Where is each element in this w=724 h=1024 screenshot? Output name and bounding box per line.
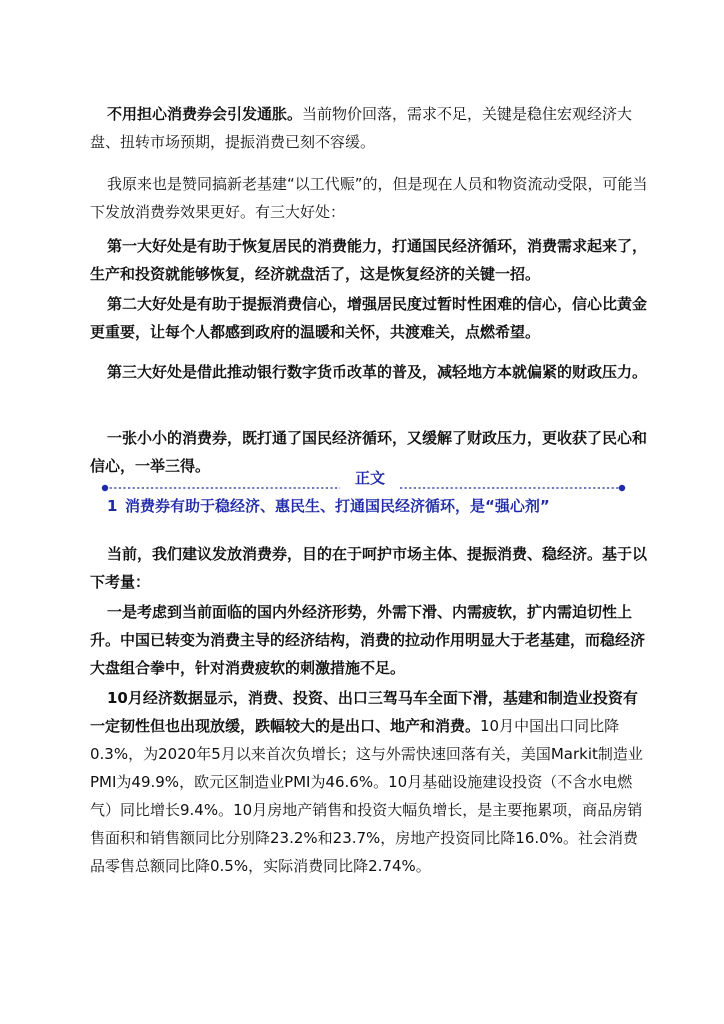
paragraph-benefit-three bbox=[90, 358, 650, 386]
paragraph-october-data-lead: 10月经济数据显示，消费、投资、出口三驾马车全面下滑，基建和制造业投资有一定韧性但也出现放缓，跌幅较大的是出口、地产和消费。 bbox=[90, 689, 638, 735]
paragraph-first-consideration bbox=[90, 598, 650, 682]
paragraph-october-data bbox=[90, 684, 650, 880]
section-title-text: 消费券有助于稳经济、惠民生、打通国民经济循环，是“强心剂” bbox=[125, 497, 550, 515]
paragraph-stance-text: 我原来也是赞同搞新老基建“以工代赈”的，但是现在人员和物资流动受限，可能当下发放消费券效果更好。有三大好处： bbox=[90, 175, 648, 221]
paragraph-october-data-body: 10月中国出口同比降0.3%，为2020年5月以来首次负增长；这与外需快速回落有关，美国Markit制造业PMI为49.9%，欧元区制造业PMI为46.6%。10月基础设施建设投资（不含水电燃气）同比增长9.4%。10月房地产销售和投资大幅负增长，是主要拖累项，商品房销售面积和销售额同比分别降23.2%和23.7%，房地产投资同比降16.0%。社会消费品零售总额同比降0.5%，实际消费同比降2.74%。 bbox=[90, 717, 643, 875]
paragraph-summary-text: 一张小小的消费券，既打通了国民经济循环，又缓解了财政压力，更收获了民心和信心，一举三得。 bbox=[90, 429, 648, 475]
section-heading bbox=[107, 494, 667, 518]
paragraph-no-inflation-body: 当前物价回落，需求不足，关键是稳住宏观经济大盘、扭转市场预期，提振消费已刻不容缓。 bbox=[90, 105, 633, 151]
paragraph-benefit-two-text: 第二大好处是有助于提振消费信心，增强居民度过暂时性困难的信心，信心比黄金更重要，让每个人都感到政府的温暖和关怀，共渡难关，点燃希望。 bbox=[90, 295, 648, 341]
paragraph-no-inflation-lead: 不用担心消费券会引发通胀。 bbox=[107, 105, 303, 123]
paragraph-benefit-one-text: 第一大好处是有助于恢复居民的消费能力，打通国民经济循环，消费需求起来了，生产和投资就能够恢复，经济就盘活了，这是恢复经济的关键一招。 bbox=[90, 237, 648, 283]
paragraph-benefit-two bbox=[90, 290, 650, 346]
paragraph-recommendation-text: 当前，我们建议发放消费券，目的在于呵护市场主体、提振消费、稳经济。基于以下考量： bbox=[90, 545, 648, 591]
paragraph-benefit-one bbox=[90, 232, 650, 288]
section-number: 1 bbox=[107, 497, 118, 515]
paragraph-stance bbox=[90, 170, 650, 226]
paragraph-recommendation bbox=[90, 540, 650, 596]
divider-label: 正文 bbox=[354, 469, 385, 487]
paragraph-no-inflation bbox=[90, 100, 650, 156]
paragraph-first-consideration-text: 一是考虑到当前面临的国内外经济形势，外需下滑、内需疲软，扩内需迫切性上升。中国已转变为消费主导的经济结构，消费的拉动作用明显大于老基建，而稳经济大盘组合拳中，针对消费疲软的刺激措施不足。 bbox=[90, 603, 646, 677]
paragraph-benefit-three-text: 第三大好处是借此推动银行数字货币改革的普及，减轻地方本就偏紧的财政压力。 bbox=[107, 363, 648, 381]
section-divider bbox=[100, 470, 630, 496]
